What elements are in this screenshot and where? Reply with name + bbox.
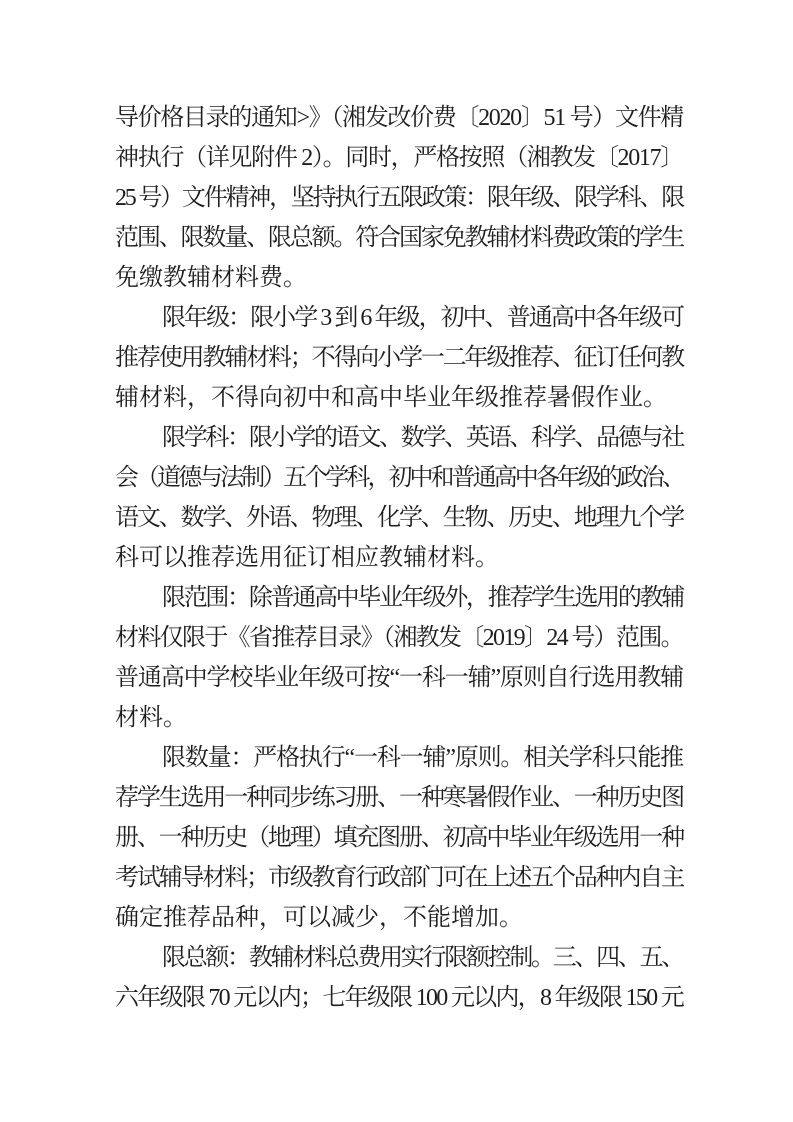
text-line [115, 338, 683, 378]
text-line-content: 限范围：除普通高中毕业年级外，推荐学生选用的教辅 [162, 585, 683, 611]
text-line [115, 618, 683, 658]
text-line [115, 898, 683, 938]
text-line [115, 658, 683, 698]
text-line [115, 538, 683, 578]
paragraph [115, 418, 683, 578]
text-line-content: 辅材料，不得向初中和高中毕业年级推荐暑假作业。 [115, 385, 667, 411]
text-line-content: 荐学生选用一种同步练习册、一种寒暑假作业、一种历史图 [115, 785, 683, 811]
text-line-content: 25 号）文件精神，坚持执行五限政策：限年级、限学科、限 [115, 185, 683, 211]
text-line [115, 778, 683, 818]
text-line-content: 限数量：严格执行“一科一辅”原则。相关学科只能推 [162, 745, 683, 771]
paragraph [115, 298, 683, 418]
text-line-content: 限年级：限小学 3 到 6 年级，初中、普通高中各年级可 [162, 305, 683, 331]
text-line [115, 938, 683, 978]
paragraph [115, 938, 683, 1018]
text-line-content: 六年级限 70 元以内；七年级限 100 元以内，8 年级限 150 元 [115, 985, 683, 1011]
text-line [115, 978, 683, 1018]
paragraph [115, 98, 683, 298]
text-line [115, 98, 683, 138]
text-line-content: 语文、数学、外语、物理、化学、生物、历史、地理九个学 [115, 505, 683, 531]
text-line [115, 418, 683, 458]
text-line-content: 确定推荐品种，可以减少，不能增加。 [115, 905, 523, 931]
text-line-content: 考试辅导材料；市级教育行政部门可在上述五个品种内自主 [115, 865, 683, 891]
text-line-content: 册、一种历史（地理）填充图册、初高中毕业年级选用一种 [115, 825, 683, 851]
text-line-content: 限学科：限小学的语文、数学、英语、科学、品德与社 [162, 425, 683, 451]
text-line-content: 神执行（详见附件 2）。同时，严格按照（湘教发〔2017〕 [115, 145, 683, 171]
text-line-content: 导价格目录的通知>》（湘发改价费〔2020〕51 号）文件精 [115, 105, 683, 131]
text-line-content: 范围、限数量、限总额。符合国家免教辅材料费政策的学生 [115, 225, 683, 251]
text-line-content: 科可以推荐选用征订相应教辅材料。 [115, 545, 499, 571]
text-line [115, 818, 683, 858]
text-line [115, 178, 683, 218]
text-line-content: 会（道德与法制）五个学科，初中和普通高中各年级的政治、 [115, 465, 683, 491]
text-line-content: 材料仅限于《省推荐目录》（湘教发〔2019〕24 号）范围。 [115, 625, 683, 651]
text-line [115, 458, 683, 498]
text-line-content: 材料。 [115, 705, 187, 731]
paragraph [115, 578, 683, 738]
document-body [115, 98, 683, 1018]
text-line-content: 限总额：教辅材料总费用实行限额控制。三、四、五、 [162, 945, 683, 971]
text-line [115, 378, 683, 418]
text-line [115, 258, 683, 298]
text-line [115, 498, 683, 538]
text-line [115, 578, 683, 618]
text-line-content: 免缴教辅材料费。 [115, 265, 307, 291]
text-line [115, 298, 683, 338]
text-line [115, 218, 683, 258]
text-line-content: 推荐使用教辅材料；不得向小学一二年级推荐、征订任何教 [115, 345, 683, 371]
text-line [115, 738, 683, 778]
paragraph [115, 738, 683, 938]
text-line [115, 698, 683, 738]
text-line [115, 858, 683, 898]
text-line-content: 普通高中学校毕业年级可按“一科一辅”原则自行选用教辅 [115, 665, 683, 691]
text-line [115, 138, 683, 178]
